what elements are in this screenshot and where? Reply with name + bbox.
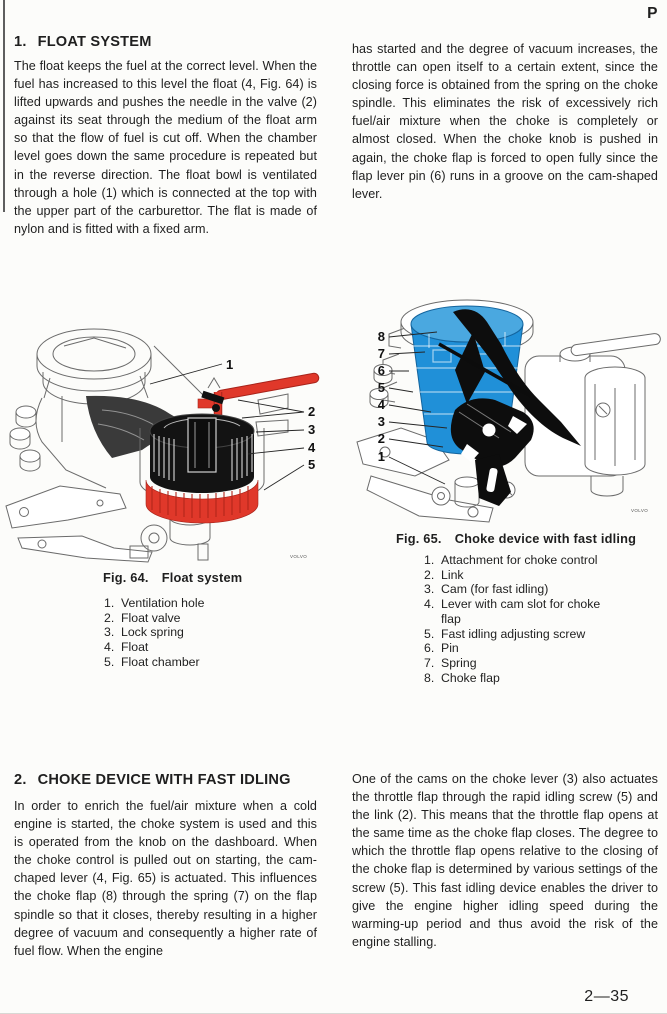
callout-number: 4 xyxy=(377,397,385,412)
figure-64-legend xyxy=(104,596,304,670)
callout-number: 5 xyxy=(308,457,316,472)
figure-64 xyxy=(2,300,332,568)
section-1-body: The float keeps the fuel at the correct level. When the fuel has increased to this level the float (4, Fig. 64) is lifted upwards and pushes the needle in the valve (2) against its seat through the medium of the float arm so that the flow of fuel is cut off. When the chamber level goes down the same procedure is repeated but in the reverse direction. The float bowl is ventilated through a hole (1) which is connected at the top with the upper part of the carburettor. The flat is made of nylon and is fitted with a fixed arm. xyxy=(14,59,317,236)
volvo-mark: VOLVO xyxy=(290,554,308,559)
section-number: 1. xyxy=(14,34,27,50)
callout-number: 7 xyxy=(377,346,385,361)
page-header-letter: P xyxy=(647,5,658,22)
legend-item: 5. Fast idling adjusting screw xyxy=(424,626,586,641)
legend-item: 2. Float valve xyxy=(104,610,181,625)
figure-65-legend xyxy=(424,553,610,685)
figure-title: Choke device with fast idling xyxy=(454,531,637,546)
legend-item: 1. Attachment for choke control xyxy=(424,553,598,567)
legend-item: 3. Lock spring xyxy=(104,625,184,640)
legend-item: 5. Float chamber xyxy=(104,654,200,669)
callout-number: 2 xyxy=(308,404,316,419)
page-number: 2—35 xyxy=(584,988,629,1005)
section-2-heading xyxy=(14,772,317,788)
figure-label: Fig. 65. xyxy=(396,531,442,546)
figure-65-caption xyxy=(396,531,636,546)
legend-item: 4. Lever with cam slot for choke flap xyxy=(424,597,601,626)
figure-64-caption xyxy=(103,570,242,585)
legend-item: 4. Float xyxy=(104,640,149,655)
figure-label: Fig. 64. xyxy=(103,570,149,585)
section-title: FLOAT SYSTEM xyxy=(37,34,152,50)
figure-65 xyxy=(355,292,662,528)
legend-item: 3. Cam (for fast idling) xyxy=(424,582,549,597)
choke-device-illustration xyxy=(355,292,662,528)
legend-item: 7. Spring xyxy=(424,655,477,670)
callout-number: 3 xyxy=(308,422,316,437)
callout-number: 2 xyxy=(377,431,385,446)
callout-number: 5 xyxy=(377,380,385,395)
callout-number: 4 xyxy=(308,440,316,455)
legend-item: 6. Pin xyxy=(424,641,459,656)
section-1-continued: has started and the degree of vacuum increases, the throttle can open itself to a certain extent, since the closing force is obtained from the spring on the choke spindle. This eliminates the risk of excessively rich fuel/air mixture when the choke is completely or almost closed. When the choke knob is pushed in again, the choke flap is forced to open fully since the flap lever pin (6) runs in a groove on the cam-shaped lever. xyxy=(352,42,658,201)
float-system-illustration xyxy=(2,300,332,568)
callout-number: 6 xyxy=(377,363,385,378)
legend-item: 8. Choke flap xyxy=(424,670,500,685)
callout-number: 8 xyxy=(377,329,385,344)
section-title: CHOKE DEVICE WITH FAST IDLING xyxy=(37,772,291,788)
left-studs xyxy=(10,406,40,471)
callout-number: 3 xyxy=(377,414,385,429)
callout-number: 1 xyxy=(377,449,385,464)
section-2-continued: One of the cams on the choke lever (3) also actuates the throttle flap through the rapid idling screw (5) and the link (2). This means that the throttle flap opens at the same time as the choke flap closes. The degree to which the throttle flap opens relative to the closing of the choke flap is determined by various settings of the screw (5). This fast idling device enables the driver to give the engine higher idling speed during the warming-up period and thus avoid the risk of the engine stalling. xyxy=(352,772,658,949)
legend-item: 1. Ventilation hole xyxy=(104,596,205,610)
scan-edge-artifact xyxy=(3,0,5,212)
figure-title: Float system xyxy=(161,570,243,585)
callout-number: 1 xyxy=(226,357,234,372)
section-number: 2. xyxy=(14,772,27,788)
legend-item: 2. Link xyxy=(424,567,464,582)
volvo-mark: VOLVO xyxy=(631,508,649,513)
section-2-body: In order to enrich the fuel/air mixture when a cold engine is started, the choke system is used and this is operated from the knob on the dashboard. When the choke control is pulled out on starting, the cam-chaped lever (4, Fig. 65) is actuated. This influences the choke flap (8) through the spring (7) on the flap spindle so that it closes, thereby resulting in a higher degree of vacuum and consequently a higher rate of fuel flow. When the engine xyxy=(14,799,317,958)
section-1-heading xyxy=(14,34,317,50)
